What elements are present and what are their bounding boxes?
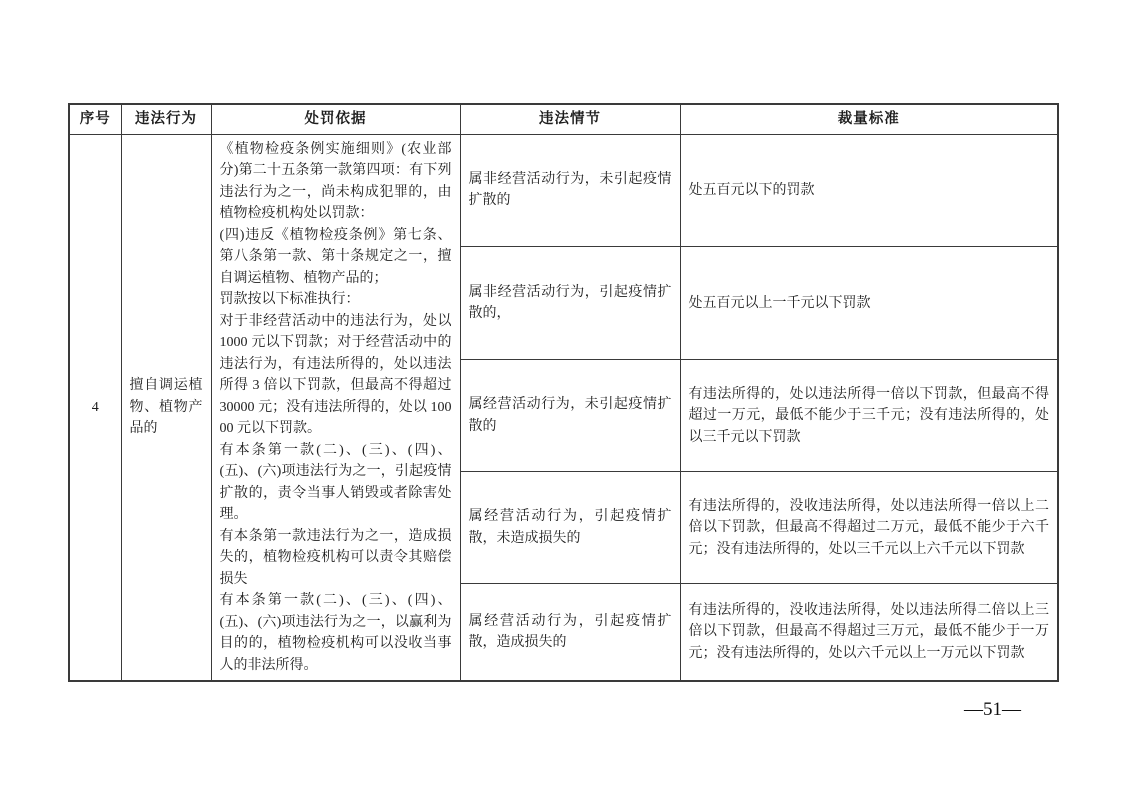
column-header-seq: 序号 [69, 104, 121, 134]
column-header-violation: 违法行为 [121, 104, 211, 134]
column-header-circumstance: 违法情节 [460, 104, 680, 134]
circumstance-cell: 属经营活动行为，未引起疫情扩散的 [460, 360, 680, 472]
basis-paragraph: 有本条第一款(二)、(三)、(四)、(五)、(六)项违法行为之一，以赢利为目的的，植物检疫机构可以没收当事人的非法所得。 [219, 593, 452, 673]
standard-cell: 有违法所得的，没收违法所得，处以违法所得一倍以上二倍以下罚款，但最高不得超过二万元，最低不能少于六千元；没有违法所得的，处以三千元以上六千元以下罚款 [680, 472, 1058, 584]
basis-paragraph: 罚款按以下标准执行： [219, 292, 360, 307]
circumstance-cell: 属非经营活动行为，未引起疫情扩散的 [460, 134, 680, 247]
page-number: —51— [964, 699, 1021, 720]
basis-paragraph: 有本条第一款违法行为之一，造成损失的，植物检疫机构可以责令其赔偿损失 [219, 528, 452, 587]
circumstance-cell: 属非经营活动行为，引起疫情扩散的， [460, 247, 680, 360]
basis-paragraph: 对于非经营活动中的违法行为，处以 1000 元以下罚款；对于经营活动中的违法行为，有违法所得的，处以违法所得 3 倍以下罚款，但最高不得超过 30000 元；没有违法所得的，处以 10000 元以下罚款。 [219, 313, 452, 436]
standard-cell: 处五百元以上一千元以下罚款 [680, 247, 1058, 360]
basis-paragraph: (四)违反《植物检疫条例》第七条、第八条第一款、第十条规定之一，擅自调运植物、植物产品的； [219, 227, 452, 286]
seq-cell: 4 [69, 134, 121, 681]
violation-cell: 擅自调运植物、植物产品的 [121, 134, 211, 681]
basis-paragraph: 有本条第一款(二)、(三)、(四)、(五)、(六)项违法行为之一，引起疫情扩散的，责令当事人销毁或者除害处理。 [219, 442, 452, 522]
table-row [69, 134, 1058, 247]
table-header-row [69, 104, 1058, 134]
circumstance-cell: 属经营活动行为，引起疫情扩散，未造成损失的 [460, 472, 680, 584]
circumstance-cell: 属经营活动行为，引起疫情扩散，造成损失的 [460, 584, 680, 681]
column-header-basis: 处罚依据 [211, 104, 460, 134]
standard-cell: 有违法所得的，处以违法所得一倍以下罚款，但最高不得超过一万元，最低不能少于三千元；没有违法所得的，处以三千元以下罚款 [680, 360, 1058, 472]
basis-paragraph: 《植物检疫条例实施细则》(农业部分)第二十五条第一款第四项：有下列违法行为之一，尚未构成犯罪的，由植物检疫机构处以罚款： [219, 141, 452, 221]
basis-cell [211, 134, 460, 681]
penalty-discretion-table [68, 103, 1059, 682]
standard-cell: 有违法所得的，没收违法所得，处以违法所得二倍以上三倍以下罚款，但最高不得超过三万元，最低不能少于一万元；没有违法所得的，处以六千元以上一万元以下罚款 [680, 584, 1058, 681]
standard-cell: 处五百元以下的罚款 [680, 134, 1058, 247]
column-header-standard: 裁量标准 [680, 104, 1058, 134]
